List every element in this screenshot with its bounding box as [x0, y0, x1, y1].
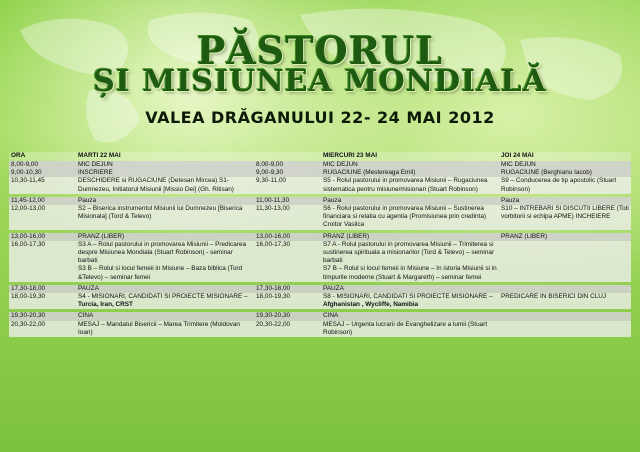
- time-cell: 20,30-22,00: [9, 321, 76, 337]
- time-cell: 19,30-20,30: [254, 312, 321, 320]
- activity-cell: CINA: [321, 312, 499, 320]
- activity-cell: MIC DEJUN: [499, 161, 631, 169]
- seminar-men: S7 A - Rolul pastorului in promovarea Misiunii – Trimiterea si sustinerea spirituala a misionarilor (Tord & Televo) – seminar barbati: [323, 240, 495, 265]
- time-cell: 18,00-19,30: [9, 293, 76, 309]
- header-day3: JOI 24 MAI: [499, 152, 631, 161]
- activity-cell: MESAJ – Mandatul Bisericii – Marea Trimitere (Moldovan Ioan): [76, 321, 254, 337]
- activity-cell: [499, 312, 631, 320]
- time-cell: 20,30-22,00: [254, 321, 321, 337]
- seminar-men: S3 A – Rolul pastorului in promovarea Misiunii – Predicarea despre Misiunea Mondiala (Stuart Robinson) - seminar barbati: [78, 240, 247, 265]
- session-title: S4 - MISIONARI, CANDIDATI SI PROIECTE MISIONARE –: [78, 293, 248, 301]
- activity-cell: S5 - Rolul pastorului in promovarea Misiunii – Rugaciunea sistematica pentru misiune/misionari (Stuart Robinson): [321, 177, 499, 193]
- time-cell: 17,30-18,00: [254, 285, 321, 293]
- time-cell: 8,00-9,00: [254, 161, 321, 169]
- activity-cell: S9 – Conducerea de tip apostolic (Stuart Robinson): [499, 177, 631, 193]
- schedule-table: [9, 152, 631, 337]
- activity-cell: PREDICARE IN BISERICI DIN CLUJ: [499, 293, 631, 309]
- time-cell: 13,00-16,00: [9, 233, 76, 241]
- time-cell: 8,00-9,00: [9, 161, 76, 169]
- activity-cell: S10 – INTREBARI SI DISCUTII LIBERE (Toti vorbitorii si echipa APME) INCHEIERE: [499, 205, 631, 230]
- activity-cell: PRANZ (LIBER): [76, 233, 254, 241]
- activity-cell: CINA: [76, 312, 254, 320]
- time-cell: 9,30-11,00: [254, 177, 321, 193]
- activity-cell: RUGACIUNE (Mestereaga Emil): [321, 169, 499, 177]
- seminar-women: S3 B – Rolul si locul femeii in Misiune – Baza biblica (Tord &Televo) – seminar femei: [78, 265, 243, 281]
- schedule-row: [9, 321, 631, 337]
- time-cell: 13,00-16,00: [254, 233, 321, 241]
- activity-cell: RUGACIUNE (Berghianu Iacob): [499, 169, 631, 177]
- activity-cell: MESAJ – Urgenta lucrarii de Evanghelizare a lumii (Stuart Robinson): [321, 321, 499, 337]
- activity-cell: DESCHIDERE si RUGACIUNE (Detesan Mircea) S1- Dumnezeu, Initiatorul Misiunii [Missio Dei] (Gh. Ritisan): [76, 177, 254, 193]
- activity-cell: [76, 293, 254, 309]
- schedule-row: [9, 293, 631, 309]
- activity-cell: [499, 321, 631, 337]
- seminar-women: S7 B – Rolul si locul femeii in Misiune – In istoria Misiunii si in timpurile moderne (Stuart & Margareth) – seminar femei: [323, 265, 497, 281]
- time-cell: 12,00-13,00: [9, 205, 76, 230]
- time-cell: 11,00-11,30: [254, 197, 321, 205]
- time-cell: 9,00-10,30: [9, 169, 76, 177]
- schedule-header-row: [9, 152, 631, 161]
- activity-cell: PRANZ (LIBER): [321, 233, 499, 241]
- activity-cell: [499, 285, 631, 293]
- activity-cell: Pauza: [76, 197, 254, 205]
- schedule-row: [9, 233, 631, 241]
- activity-cell: [321, 293, 499, 309]
- title-pastorul: PĂSTORUL: [196, 28, 444, 73]
- header-ora-day2: [254, 152, 321, 161]
- schedule-row: [9, 312, 631, 320]
- activity-cell: PAUZA: [321, 285, 499, 293]
- session-countries: Afghanistan , Wycliffe, Namibia: [323, 301, 419, 309]
- time-cell: 18,00-19,30: [254, 293, 321, 309]
- activity-cell: MIC DEJUN: [321, 161, 499, 169]
- time-cell: 11,30-13,00: [254, 205, 321, 230]
- time-cell: 17,30-18,00: [9, 285, 76, 293]
- schedule-row: [9, 241, 631, 282]
- activity-cell: Pauza: [321, 197, 499, 205]
- activity-cell: S2 – Biserica instrumentul Misiunii lui Dumnezeu [Biserica Misionala] (Tord & Televo): [76, 205, 254, 230]
- schedule-row: [9, 285, 631, 293]
- activity-cell: [76, 241, 254, 282]
- activity-cell: MIC DEJUN: [76, 161, 254, 169]
- event-location-date: VALEA DRĂGANULUI 22- 24 MAI 2012: [145, 108, 495, 127]
- session-countries: Turcia, Iran, CRST: [78, 301, 133, 309]
- activity-cell: PRANZ (LIBER): [499, 233, 631, 241]
- activity-cell: S6 - Rolul pastorului in promovarea Misiunii – Sustinerea financiara si relatia cu agentia (Promisiunea prin credinta) Croitor Vasilca: [321, 205, 499, 230]
- time-cell: 16,00-17,30: [9, 241, 76, 282]
- time-cell: 16,00-17,30: [254, 241, 321, 282]
- header-day1: MARTI 22 MAI: [76, 152, 254, 161]
- activity-cell: INSCRIERE: [76, 169, 254, 177]
- title-misiunea-mondiala: ȘI MISIUNEA MONDIALĂ: [93, 64, 547, 99]
- header-ora: ORA: [9, 152, 76, 161]
- activity-cell: [499, 241, 631, 282]
- time-cell: 9,00-9,30: [254, 169, 321, 177]
- schedule-row: [9, 161, 631, 169]
- activity-cell: [321, 241, 499, 282]
- time-cell: 11,45-12,00: [9, 197, 76, 205]
- schedule-row: [9, 169, 631, 177]
- time-cell: 19,30-20,30: [9, 312, 76, 320]
- time-cell: 10,30-11,45: [9, 177, 76, 193]
- schedule-row: [9, 197, 631, 205]
- schedule-row: [9, 205, 631, 230]
- activity-cell: PAUZA: [76, 285, 254, 293]
- header-day2: MIERCURI 23 MAI: [321, 152, 499, 161]
- session-title: S8 - MISIONARI, CANDIDATI SI PROIECTE MISIONARE –: [323, 293, 493, 301]
- activity-cell: Pauza: [499, 197, 631, 205]
- schedule-row: [9, 177, 631, 193]
